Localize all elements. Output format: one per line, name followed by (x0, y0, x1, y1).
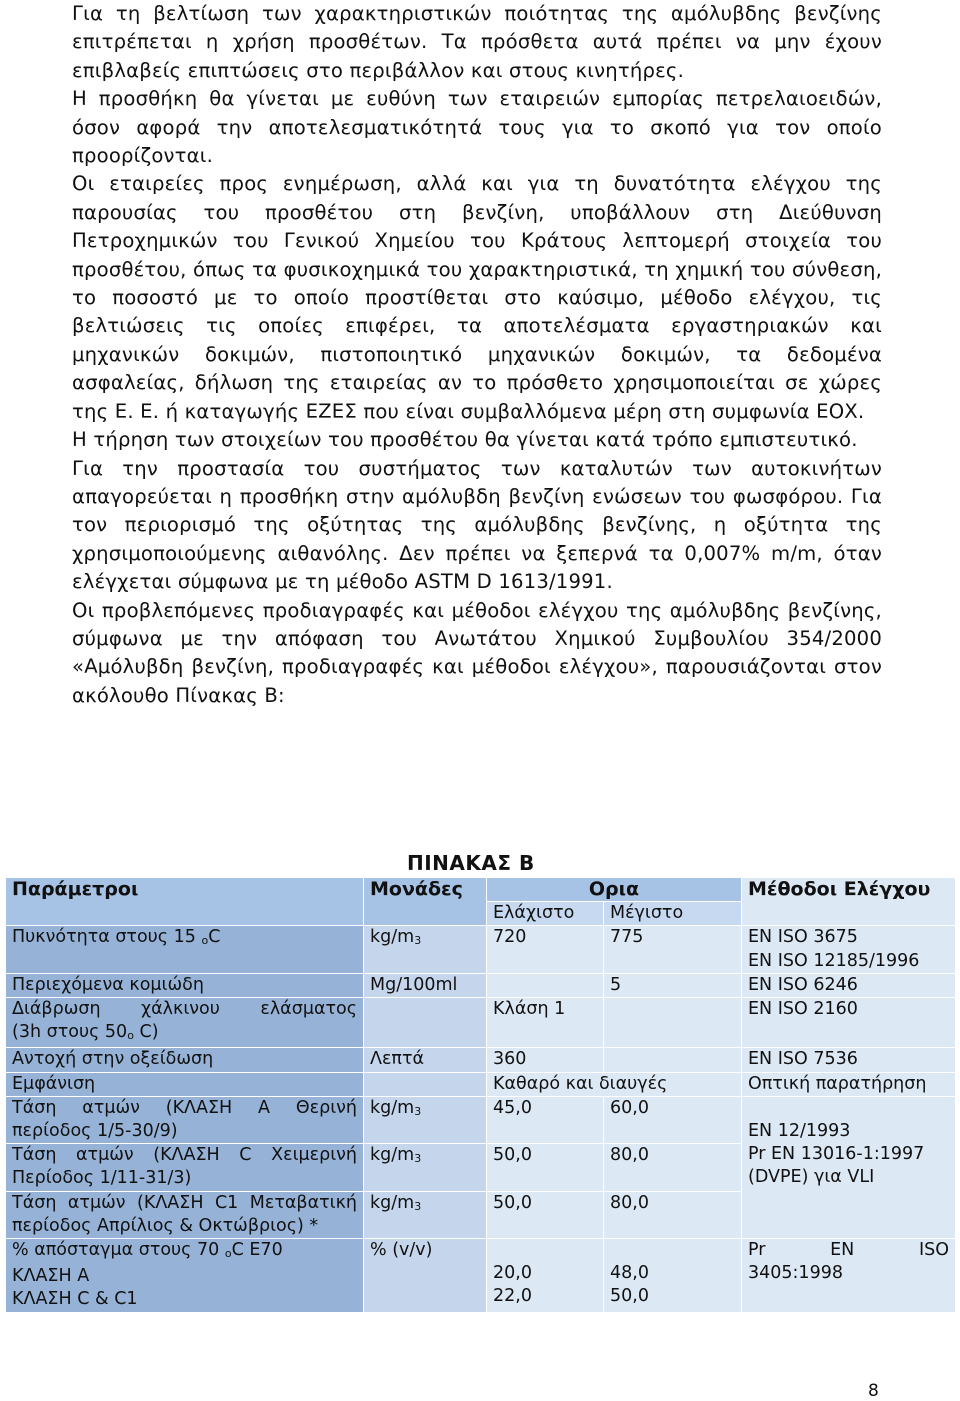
table-row (6, 1048, 956, 1072)
method-appearance: Οπτική παρατήρηση (742, 1072, 956, 1096)
param-vapour-c: Τάση ατμών (ΚΛΑΣΗ C Χειμερινή Περίοδος 1/11-31/3) (6, 1144, 364, 1191)
method-vapour-pressure: EN 12/1993 Pr EN 13016-1:1997 (DVPE) για VLI (742, 1096, 956, 1238)
max-gums: 5 (604, 973, 742, 997)
table-title: ΠΙΝΑΚΑΣ Β (407, 851, 535, 875)
min-vapour-a: 45,0 (487, 1096, 604, 1143)
param-corrosion: Διάβρωση χάλκινου ελάσματος (3h στους $50_o$ C) (6, 998, 364, 1048)
paragraph-confidentiality: Η τήρηση των στοιχείων του προσθέτου θα γίνεται κατά τρόπο εμπιστευτικό. (72, 428, 858, 452)
header-min: Ελάχιστο (487, 902, 604, 926)
param-gums: Περιεχόμενα κομιώδη (6, 973, 364, 997)
method-density: EN ISO 3675 EN ISO 12185/1996 (742, 926, 956, 973)
unit-vapour-a: $kg/m_3$ (364, 1096, 487, 1143)
body-text (72, 0, 882, 710)
unit-vapour-c: $kg/m_3$ (364, 1144, 487, 1191)
paragraph-phosphorus: Για την προστασία του συστήματος των καταλυτών των αυτοκινήτων απαγορεύεται η προσθήκη στην αμόλυβδη βενζίνη ενώσεων του φωσφόρου. Για τον περιορισμό της οξύτητας της αμόλυβδης βενζίνης, η οξύτητα της χρησιμοποιούμενης αιθανόλης. Δεν πρέπει να ξεπερνά τα 0,007% m/m, όταν ελέγχεται σύμφωνα με τη μέθοδο ASTM D 1613/1991. (72, 456, 882, 594)
limit-appearance: Καθαρό και διαυγές (487, 1072, 742, 1096)
header-parameters: Παράμετροι (6, 878, 364, 926)
param-density: Πυκνότητα στους 15 $_o$C (6, 926, 364, 973)
unit-appearance (364, 1072, 487, 1096)
param-appearance: Εμφάνιση (6, 1072, 364, 1096)
header-max: Μέγιστο (604, 902, 742, 926)
min-oxidation: 360 (487, 1048, 604, 1072)
page-number: 8 (868, 1381, 879, 1401)
paragraph-responsibility: Η προσθήκη θα γίνεται με ευθύνη των εταιρειών εμπορίας πετρελαιοειδών, όσον αφορά την αποτελεσματικότητά τους για το σκοπό για τον οποίο προορίζονται. (72, 87, 882, 168)
param-vapour-c1: Τάση ατμών (ΚΛΑΣΗ C1 Μεταβατική περίοδος Απρίλιος & Οκτώβριος) * (6, 1191, 364, 1238)
method-gums: EN ISO 6246 (742, 973, 956, 997)
param-vapour-a: Τάση ατμών (ΚΛΑΣΗ Α Θερινή περίοδος 1/5-30/9) (6, 1096, 364, 1143)
min-density: 720 (487, 926, 604, 973)
table-row (6, 973, 956, 997)
method-distillate: Pr EN ISO 3405:1998 (742, 1239, 956, 1313)
unit-oxidation: Λεπτά (364, 1048, 487, 1072)
unit-density: $kg/m_3$ (364, 926, 487, 973)
min-corrosion: Κλάση 1 (487, 998, 604, 1048)
header-limits: Ορια (487, 878, 742, 902)
param-oxidation: Αντοχή στην οξείδωση (6, 1048, 364, 1072)
min-vapour-c1: 50,0 (487, 1191, 604, 1238)
min-distillate: 20,0 22,0 (487, 1239, 604, 1313)
table-row (6, 1096, 956, 1143)
header-units: Μονάδες (364, 878, 487, 926)
table-row (6, 1239, 956, 1313)
max-density: 775 (604, 926, 742, 973)
spec-table (5, 877, 956, 1313)
max-distillate: 48,0 50,0 (604, 1239, 742, 1313)
max-vapour-c1: 80,0 (604, 1191, 742, 1238)
table-row (6, 926, 956, 973)
min-gums (487, 973, 604, 997)
table-row (6, 1072, 956, 1096)
table-row (6, 998, 956, 1048)
method-corrosion: EN ISO 2160 (742, 998, 956, 1048)
param-distillate: % απόσταγμα στους 70 $_o$C E70 ΚΛΑΣΗ Α ΚΛΑΣΗ C & C1 (6, 1239, 364, 1313)
max-corrosion (604, 998, 742, 1048)
min-vapour-c: 50,0 (487, 1144, 604, 1191)
unit-gums: Mg/100ml (364, 973, 487, 997)
paragraph-specifications: Οι προβλεπόμενες προδιαγραφές και μέθοδοι ελέγχου της αμόλυβδης βενζίνης, σύμφωνα με την απόφαση του Ανωτάτου Χημικού Συμβουλίου 354/2000 «Αμόλυβδη βενζίνη, προδιαγραφές και μέθοδοι ελέγχου», παρουσιάζονται στον ακόλουθο Πίνακας Β: (72, 598, 882, 707)
max-vapour-a: 60,0 (604, 1096, 742, 1143)
header-row (6, 878, 956, 902)
method-oxidation: EN ISO 7536 (742, 1048, 956, 1072)
max-oxidation (604, 1048, 742, 1072)
paragraph-additives: Για τη βελτίωση των χαρακτηριστικών ποιότητας της αμόλυβδης βενζίνης επιτρέπεται η χρήση προσθέτων. Τα πρόσθετα αυτά πρέπει να μην έχουν επιβλαβείς επιπτώσεις στο περιβάλλον και στους κινητήρες. (72, 2, 882, 82)
unit-vapour-c1: $kg/m_3$ (364, 1191, 487, 1238)
unit-corrosion (364, 998, 487, 1048)
paragraph-reporting: Οι εταιρείες προς ενημέρωση, αλλά και για τη δυνατότητα ελέγχου της παρουσίας του προσθέτου στη βενζίνη, υποβάλλουν στη Διεύθυνση Πετροχημικών του Γενικού Χημείου του Κράτους λεπτομερή στοιχεία του προσθέτου, όπως τα φυσικοχημικά του χαρακτηριστικά, τη χημική του σύνθεση, το ποσοστό με το οποίο προστίθεται στο καύσιμο, μέθοδο ελέγχου, τις βελτιώσεις τις οποίες επιφέρει, τα αποτελέσματα εργαστηριακών και μηχανικών δοκιμών, πιστοποιητικό μηχανικών δοκιμών, τα δεδομένα ασφαλείας, δήλωση της εταιρείας αν το πρόσθετο χρησιμοποιείται σε χώρες της Ε. Ε. ή καταγωγής ΕΖΕΣ που είναι συμβαλλόμενα μέρη στη συμφωνία ΕΟΧ. (72, 172, 882, 423)
unit-distillate: % (v/v) (364, 1239, 487, 1313)
header-methods: Μέθοδοι Ελέγχου (742, 878, 956, 926)
max-vapour-c: 80,0 (604, 1144, 742, 1191)
